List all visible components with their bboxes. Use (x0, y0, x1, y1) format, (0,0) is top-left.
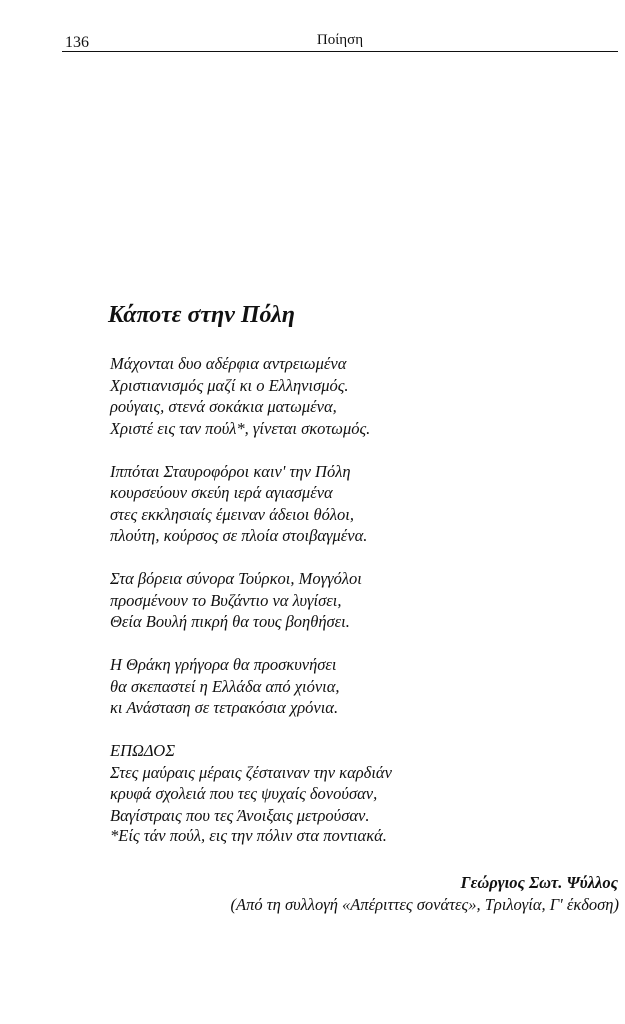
poem-line: στες εκκλησιαίς έμειναν άδειοι θόλοι, (110, 504, 354, 524)
poem-line: Βαγίστραις που τες Άνοιξαις μετρούσαν. (110, 805, 370, 825)
poem-line: θα σκεπαστεί η Ελλάδα από χιόνια, (110, 676, 340, 696)
page-number: 136 (65, 34, 89, 51)
stanza (110, 654, 580, 719)
header-rule (62, 51, 618, 52)
stanza (110, 461, 580, 547)
epode-stanza (110, 740, 580, 826)
poem-line: Στα βόρεια σύνορα Τούρκοι, Μογγόλοι (110, 569, 362, 588)
poem-line: Μάχονται δυο αδέρφια αντρειωμένα (110, 354, 347, 373)
poem-title: Κάποτε στην Πόλη (108, 302, 295, 328)
poem-line: ρούγαις, στενά σοκάκια ματωμένα, (110, 397, 337, 416)
poem-line: προσμένουν το Βυζάντιο να λυγίσει, (110, 590, 342, 610)
poem-line: Χριστιανισμός μαζί κι ο Ελληνισμός. (110, 375, 349, 395)
stanza (110, 568, 580, 633)
stanza (110, 353, 580, 439)
poem-line: Η Θράκη γρήγορα θα προσκυνήσει (110, 655, 337, 674)
poem-line: κουρσεύουν σκεύη ιερά αγιασμένα (110, 483, 333, 502)
author-name: Γεώργιος Σωτ. Ψύλλος (460, 873, 618, 892)
running-title: Ποίηση (316, 32, 364, 48)
poem-body (110, 353, 580, 848)
poem-line: κι Ανάσταση σε τετρακόσια χρόνια. (110, 698, 339, 717)
footnote: *Είς τάν πούλ, εις την πόλιν στα ποντιακά. (110, 826, 387, 845)
page-header (62, 30, 618, 52)
poem-line: πλούτη, κούρσος σε πλοία στοιβαγμένα. (110, 526, 368, 545)
poem-line: Θεία Βουλή πικρή θα τους βοηθήσει. (110, 612, 350, 631)
poem-line: Στες μαύραις μέραις ζέσταιναν την καρδιάν (110, 762, 392, 782)
epode-heading: ΕΠΩΔΟΣ (110, 741, 176, 760)
poem-line: Χριστέ εις ταν πούλ*, γίνεται σκοτωμός. (110, 418, 371, 438)
poem-line: Ιππόται Σταυροφόροι καιν' την Πόλη (110, 461, 351, 481)
source-citation: (Από τη συλλογή «Απέριττες σονάτες», Τριλογία, Γ' έκδοση) (230, 895, 619, 914)
poem-line: κρυφά σχολειά που τες ψυχαίς δονούσαν, (110, 784, 378, 803)
